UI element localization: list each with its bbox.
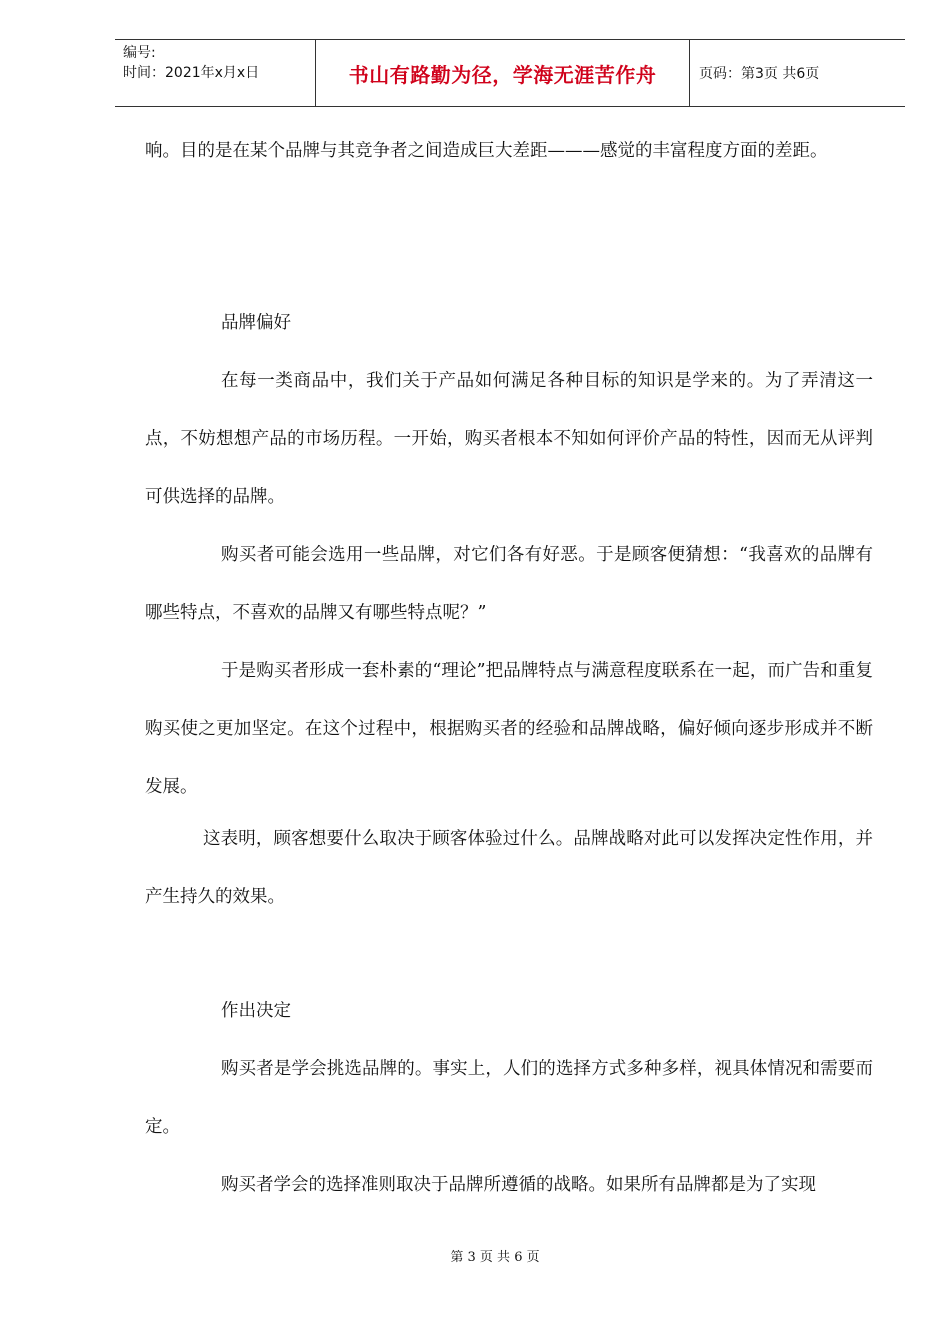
- header-motto-cell: [316, 40, 690, 106]
- page-footer: 第 3 页 共 6 页: [450, 1250, 540, 1265]
- paragraph: 购买者可能会选用一些品牌，对它们各有好恶。于是顾客便猜想：“我喜欢的品牌有哪些特点，不喜欢的品牌又有哪些特点呢？”: [145, 545, 873, 623]
- paragraph: 这表明，顾客想要什么取决于顾客体验过什么。品牌战略对此可以发挥决定性作用，并产生持久的效果。: [145, 829, 873, 907]
- paragraph: 响。目的是在某个品牌与其竞争者之间造成巨大差距———感觉的丰富程度方面的差距。: [145, 141, 828, 161]
- section-heading: 品牌偏好: [221, 313, 291, 333]
- paragraph: 于是购买者形成一套朴素的“理论”把品牌特点与满意程度联系在一起，而广告和重复购买使之更加坚定。在这个过程中，根据购买者的经验和品牌战略，偏好倾向逐步形成并不断发展。: [145, 661, 873, 797]
- serial-label: 编号:: [123, 45, 156, 61]
- section-heading: 作出决定: [221, 1001, 291, 1021]
- page-header: [115, 39, 905, 107]
- page-label: 页码：第3页 共6页: [699, 66, 820, 82]
- time-label: 时间：2021年x月x日: [123, 65, 260, 81]
- paragraph: 在每一类商品中，我们关于产品如何满足各种目标的知识是学来的。为了弄清这一点，不妨想想产品的市场历程。一开始，购买者根本不知如何评价产品的特性，因而无从评判可供选择的品牌。: [145, 371, 873, 507]
- header-page-cell: [690, 40, 905, 106]
- header-meta: [115, 40, 316, 106]
- paragraph: 购买者学会的选择准则取决于品牌所遵循的战略。如果所有品牌都是为了实现: [221, 1175, 816, 1195]
- motto: 书山有路勤为径，学海无涯苦作舟: [348, 62, 657, 87]
- paragraph: 购买者是学会挑选品牌的。事实上，人们的选择方式多种多样，视具体情况和需要而定。: [145, 1059, 873, 1137]
